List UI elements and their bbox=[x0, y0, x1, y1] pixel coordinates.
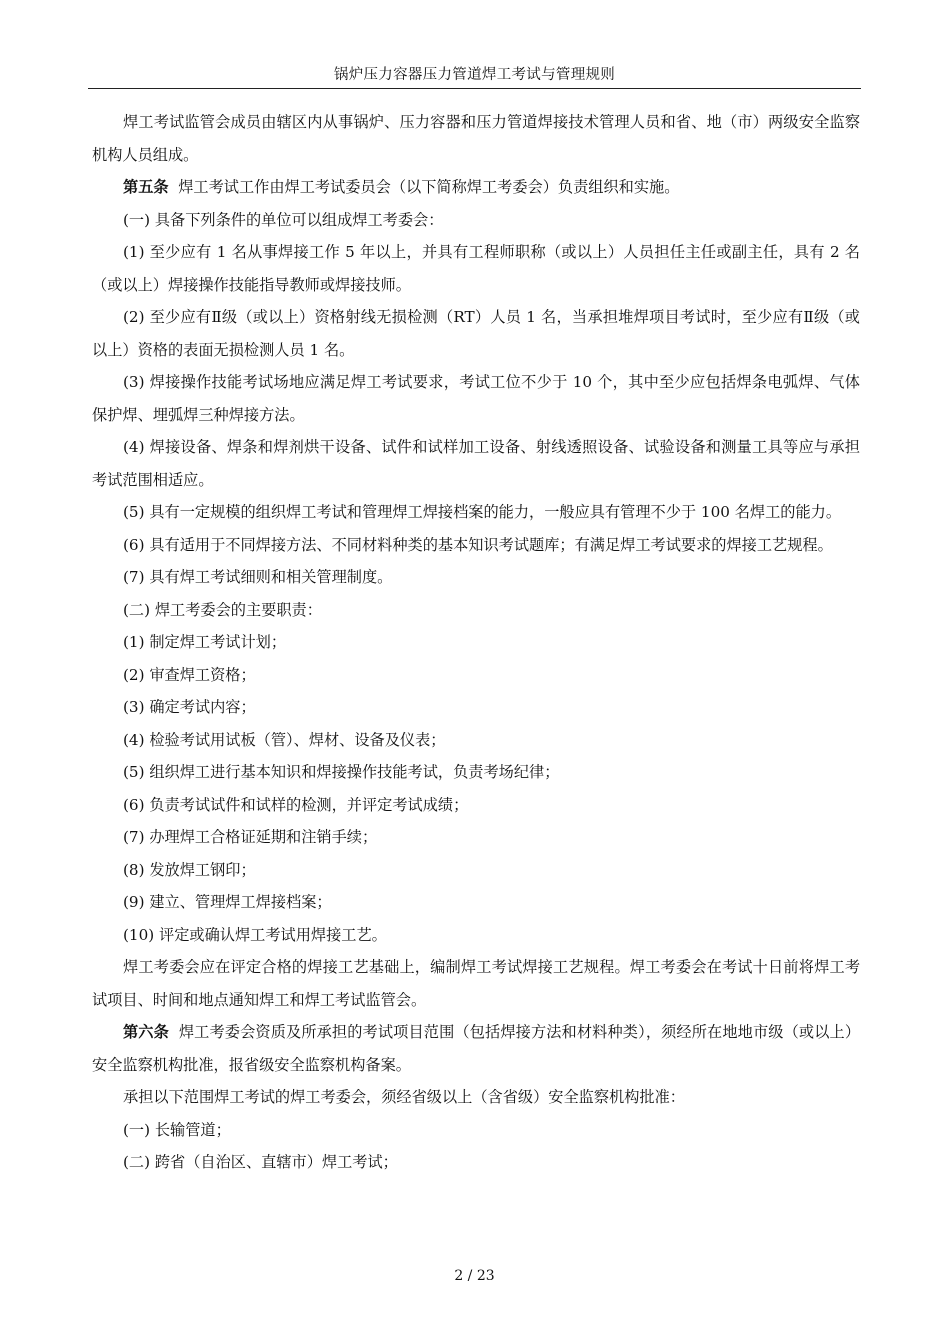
list-item: (一) 长输管道； bbox=[123, 1120, 231, 1139]
list-item: (7) 办理焊工合格证延期和注销手续； bbox=[123, 828, 378, 846]
list-item: (1) 至少应有 1 名从事焊接工作 5 年以上，并具有工程师职称（或以上）人员担任主任或副主任，具有 2 名（或以上）焊接操作技能指导教师或焊接技师。 bbox=[92, 243, 860, 294]
list-item: (6) 具有适用于不同焊接方法、不同材料种类的基本知识考试题库；有满足焊工考试要求的焊接工艺规程。 bbox=[123, 535, 833, 554]
list-item: (3) 确定考试内容； bbox=[123, 698, 256, 716]
list-heading: (二) 焊工考委会的主要职责： bbox=[123, 600, 322, 619]
list-item: (4) 检验考试用试板（管）、焊材、设备及仪表； bbox=[123, 730, 446, 749]
list-item: (4) 焊接设备、焊条和焊剂烘干设备、试件和试样加工设备、射线透照设备、试验设备和测量工具等应与承担考试范围相适应。 bbox=[92, 438, 860, 489]
paragraph: 焊工考试监管会成员由辖区内从事锅炉、压力容器和压力管道焊接技术管理人员和省、地（市）两级安全监察机构人员组成。 bbox=[92, 113, 860, 164]
article-heading: 第五条 bbox=[123, 178, 169, 196]
list-item: (8) 发放焊工钢印； bbox=[123, 860, 256, 879]
running-header: 锅炉压力容器压力管道焊工考试与管理规则 bbox=[333, 67, 616, 83]
list-item: (1) 制定焊工考试计划； bbox=[123, 633, 287, 651]
article-paragraph: 第五条 焊工考试工作由焊工考试委员会（以下简称焊工考委会）负责组织和实施。 bbox=[123, 178, 680, 196]
list-item: (6) 负责考试试件和试样的检测，并评定考试成绩； bbox=[123, 795, 469, 814]
list-item: (5) 具有一定规模的组织焊工考试和管理焊工焊接档案的能力，一般应具有管理不少于 100 名焊工的能力。 bbox=[123, 503, 842, 521]
list-item: (9) 建立、管理焊工焊接档案； bbox=[123, 893, 332, 911]
article-paragraph: 第六条 焊工考委会资质及所承担的考试项目范围（包括焊接方法和材料种类），须经所在地地市级（或以上）安全监察机构批准，报省级安全监察机构备案。 bbox=[92, 1023, 861, 1074]
article-heading: 第六条 bbox=[123, 1023, 169, 1041]
paragraph: 焊工考委会应在评定合格的焊接工艺基础上，编制焊工考试焊接工艺规程。焊工考委会在考试十日前将焊工考试项目、时间和地点通知焊工和焊工考试监管会。 bbox=[92, 958, 860, 1009]
document-body bbox=[92, 106, 860, 1179]
page-number: 2 / 23 bbox=[454, 1268, 495, 1284]
paragraph: 承担以下范围焊工考试的焊工考委会，须经省级以上（含省级）安全监察机构批准： bbox=[123, 1088, 685, 1106]
list-item: (10) 评定或确认焊工考试用焊接工艺。 bbox=[123, 925, 387, 944]
list-item: (二) 跨省（自治区、直辖市）焊工考试； bbox=[123, 1153, 398, 1171]
list-item: (7) 具有焊工考试细则和相关管理制度。 bbox=[123, 568, 393, 586]
header-divider bbox=[88, 88, 861, 89]
list-item: (3) 焊接操作技能考试场地应满足焊工考试要求，考试工位不少于 10 个，其中至少应包括焊条电弧焊、气体保护焊、埋弧焊三种焊接方法。 bbox=[92, 373, 860, 424]
list-item: (2) 审查焊工资格； bbox=[123, 665, 256, 684]
list-item: (5) 组织焊工进行基本知识和焊接操作技能考试，负责考场纪律； bbox=[123, 763, 560, 781]
list-heading: (一) 具备下列条件的单位可以组成焊工考委会： bbox=[123, 210, 444, 229]
list-item: (2) 至少应有Ⅱ级（或以上）资格射线无损检测（RT）人员 1 名，当承担堆焊项目考试时，至少应有Ⅱ级（或以上）资格的表面无损检测人员 1 名。 bbox=[92, 308, 860, 359]
